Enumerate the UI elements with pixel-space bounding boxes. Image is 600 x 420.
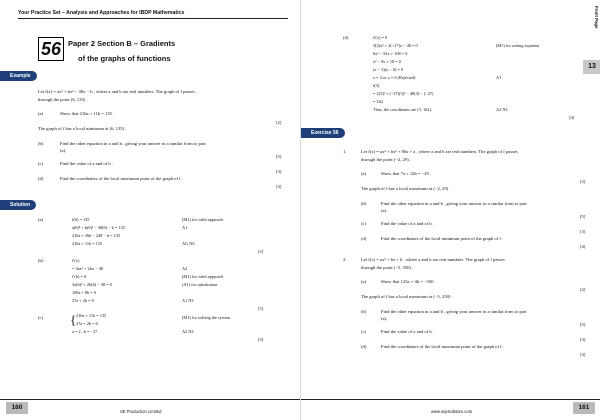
- solution-b-note: A2: [182, 266, 188, 271]
- example-part-b-line2: (a).: [60, 148, 67, 153]
- solution-d-line: x² − 9x + 18 = 0: [373, 59, 401, 64]
- solution-d-note: A2 N3: [496, 107, 508, 112]
- q2-part-a: Show that 125a + 4b = −350 .: [381, 279, 436, 284]
- front-page-link[interactable]: Front Page: [594, 6, 599, 29]
- solution-b-line: f′(6) = 0: [72, 274, 87, 279]
- example-part-d-label: (d): [38, 176, 44, 181]
- solution-d-line: (x − 3)(x − 6) = 0: [373, 67, 404, 72]
- q2-part-a-label: (a): [361, 279, 367, 284]
- solution-b-note: (A1) for substitution: [182, 282, 218, 287]
- solution-a-note: AG N0: [182, 241, 195, 246]
- q2-intro-line1: Let f(x) = ax³ + bx + b , where a and b are real numbers. The graph of f passes: [361, 257, 505, 262]
- solution-a-line: f(6) = 135: [72, 217, 90, 222]
- example-part-c: Find the value of a and of b .: [60, 161, 113, 166]
- example-part-c-marks: [3]: [276, 169, 282, 174]
- solution-a-line: a(6)³ + b(6)² − 48(6) − b = 135: [72, 225, 125, 230]
- q1-part-a: Show that 7a + 12b = −29 .: [381, 171, 432, 176]
- q2-part-b-label: (b): [361, 309, 367, 314]
- q1-intro-line2: through the point (−2, 29) .: [361, 157, 411, 162]
- example-part-b-line1: Find the other equation in a and b , giving your answer in a similar form to part: [60, 141, 206, 146]
- solution-c-line: 216a + 11b = 135: [76, 313, 107, 318]
- q1-part-a-marks: [2]: [580, 179, 586, 184]
- solution-tag: Solution: [0, 200, 36, 210]
- solution-b-line: f′(x): [72, 258, 80, 263]
- q2-part-c-label: (c): [361, 329, 367, 334]
- solution-part-a-label: (a): [38, 217, 44, 222]
- solution-c-marks: [3]: [258, 337, 264, 342]
- page-number-right: 161: [573, 402, 595, 414]
- header-rule: [18, 18, 288, 19]
- solution-b-note: A1 N3: [182, 298, 194, 303]
- solution-a-note: A1: [182, 225, 188, 230]
- q1-part-d-label: (d): [361, 236, 367, 241]
- solution-part-b-label: (b): [38, 258, 44, 263]
- q2-part-d-marks: [4]: [580, 352, 586, 357]
- solution-b-note: (M1) for valid approach: [182, 274, 224, 279]
- q1-part-c-marks: [3]: [580, 229, 586, 234]
- example-part-b-label: (b): [38, 141, 44, 146]
- example-part-d: Find the coordinates of the local maximum point of the graph of f .: [60, 176, 183, 181]
- solution-d-note: (M1) for setting equation: [496, 43, 540, 48]
- q2-part-b-marks: [5]: [580, 322, 586, 327]
- example-stem: The graph of f has a local minimum at (6, 135) .: [38, 126, 127, 131]
- solution-d-marks: [4]: [569, 115, 575, 120]
- solution-d-note: A1: [496, 75, 502, 80]
- example-part-a-marks: [2]: [276, 120, 282, 125]
- solution-c-note: (M1) for solving the system: [182, 315, 230, 320]
- example-tag: Example: [0, 71, 37, 81]
- solution-a-note: (M1) for valid approach: [182, 217, 224, 222]
- right-page: [300, 0, 600, 420]
- q2-part-b-line1: Find the other equation in a and b , giving your answer in a similar form to part: [381, 309, 527, 314]
- solution-d-line: f′(x) = 0: [373, 35, 388, 40]
- chapter-title-line1: Paper 2 Section B – Gradients: [68, 39, 176, 48]
- solution-d-line: = 2(3)³ + (−27)(3)² − 48(3) − (−27): [373, 91, 434, 96]
- q2-intro-line2: through the point (−5, 350) .: [361, 265, 414, 270]
- q2-part-a-marks: [2]: [580, 287, 586, 292]
- q1-part-d-marks: [4]: [580, 244, 586, 249]
- q2-part-c-marks: [3]: [580, 337, 586, 342]
- q1-part-c-label: (c): [361, 221, 367, 226]
- q1-part-b-line2: (a).: [381, 208, 388, 213]
- q1-part-b-line1: Find the other equation in a and b , giving your answer in a similar form to part: [381, 201, 527, 206]
- example-intro-line2: through the point (6, 135) .: [38, 97, 88, 102]
- solution-a-marks: [2]: [258, 249, 264, 254]
- exercise-tag: Exercise 56: [301, 128, 345, 138]
- solution-a-line: 216a + 11b = 135: [72, 241, 103, 246]
- publisher: SE Production Limited: [120, 409, 162, 414]
- q2-part-d-label: (d): [361, 344, 367, 349]
- solution-part-d-label: (d): [343, 35, 349, 40]
- solution-b-line: 3a(6)² + 2b(6) − 48 = 0: [72, 282, 112, 287]
- footer-rule: [0, 399, 300, 400]
- example-intro-line1: Let f(x) = ax³ + bx² − 48x − b , where a and b are real numbers. The graph of f passes: [38, 89, 195, 94]
- running-header: Your Practice Set – Analysis and Approaches for IBDP Mathematics: [18, 10, 185, 16]
- solution-d-line: 6x² − 54x + 108 = 0: [373, 51, 408, 56]
- example-part-d-marks: [4]: [276, 184, 282, 189]
- q1-part-d: Find the coordinates of the local minimum point of the graph of f .: [381, 236, 504, 241]
- solution-part-c-label: (c): [38, 315, 44, 320]
- q1-stem: The graph of f has a local maximum at (−2, 29) .: [361, 186, 451, 191]
- solution-d-line: Thus, the coordinates are (3, 162).: [373, 107, 432, 112]
- chapter-number: 56: [38, 37, 64, 61]
- q1-part-b-label: (b): [361, 201, 367, 206]
- example-part-c-label: (c): [38, 161, 44, 166]
- solution-b-line: 108a + 8b = 0: [72, 290, 96, 295]
- solution-d-line: 3(2)x² + 2(−27)x − 48 = 0: [373, 43, 418, 48]
- solution-b-line: 27a + 2b = 0: [72, 298, 94, 303]
- solution-a-line: 216a + 36b − 248 − b = 135: [72, 233, 121, 238]
- solution-d-line: f(3): [373, 83, 380, 88]
- solution-b-marks: [5]: [258, 306, 264, 311]
- q2-stem: The graph of f has a local maximum at (−5, 350) .: [361, 294, 453, 299]
- q1-number: 1.: [343, 149, 347, 154]
- solution-c-line: 27a + 2b = 0: [76, 321, 98, 326]
- q2-part-b-line2: (a).: [381, 316, 388, 321]
- q2-part-d: Find the coordinates of the local maximum point of the graph of f .: [381, 344, 504, 349]
- chapter-title-line2: of the graphs of functions: [78, 54, 171, 63]
- solution-c-note: A2 N3: [182, 329, 194, 334]
- q1-part-c: Find the value of a and of b .: [381, 221, 434, 226]
- q2-part-c: Find the value of a and of b .: [381, 329, 434, 334]
- section-tab[interactable]: 13: [583, 60, 600, 74]
- q2-number: 2.: [343, 257, 347, 262]
- page-number-left: 160: [6, 402, 28, 414]
- q1-intro-line1: Let f(x) = ax³ + bx² + 80x + a , where a and b are real numbers. The graph of f passes: [361, 149, 518, 154]
- example-part-b-marks: [5]: [276, 154, 282, 159]
- solution-d-line: x = 3 or x = 6 (Rejected): [373, 75, 416, 80]
- website: www.seprodstore.com: [431, 409, 473, 414]
- system-brace: {: [70, 312, 77, 327]
- solution-c-line: a = 2 , b = −27: [72, 329, 98, 334]
- example-part-a: Show that 216a + 11b = 135 .: [60, 111, 115, 116]
- solution-b-line: = 3ax² + 2bx − 48: [72, 266, 103, 271]
- solution-d-line: = 162: [373, 99, 383, 104]
- q1-part-a-label: (a): [361, 171, 367, 176]
- footer-rule: [301, 399, 600, 400]
- example-part-a-label: (a): [38, 111, 44, 116]
- q1-part-b-marks: [5]: [580, 214, 586, 219]
